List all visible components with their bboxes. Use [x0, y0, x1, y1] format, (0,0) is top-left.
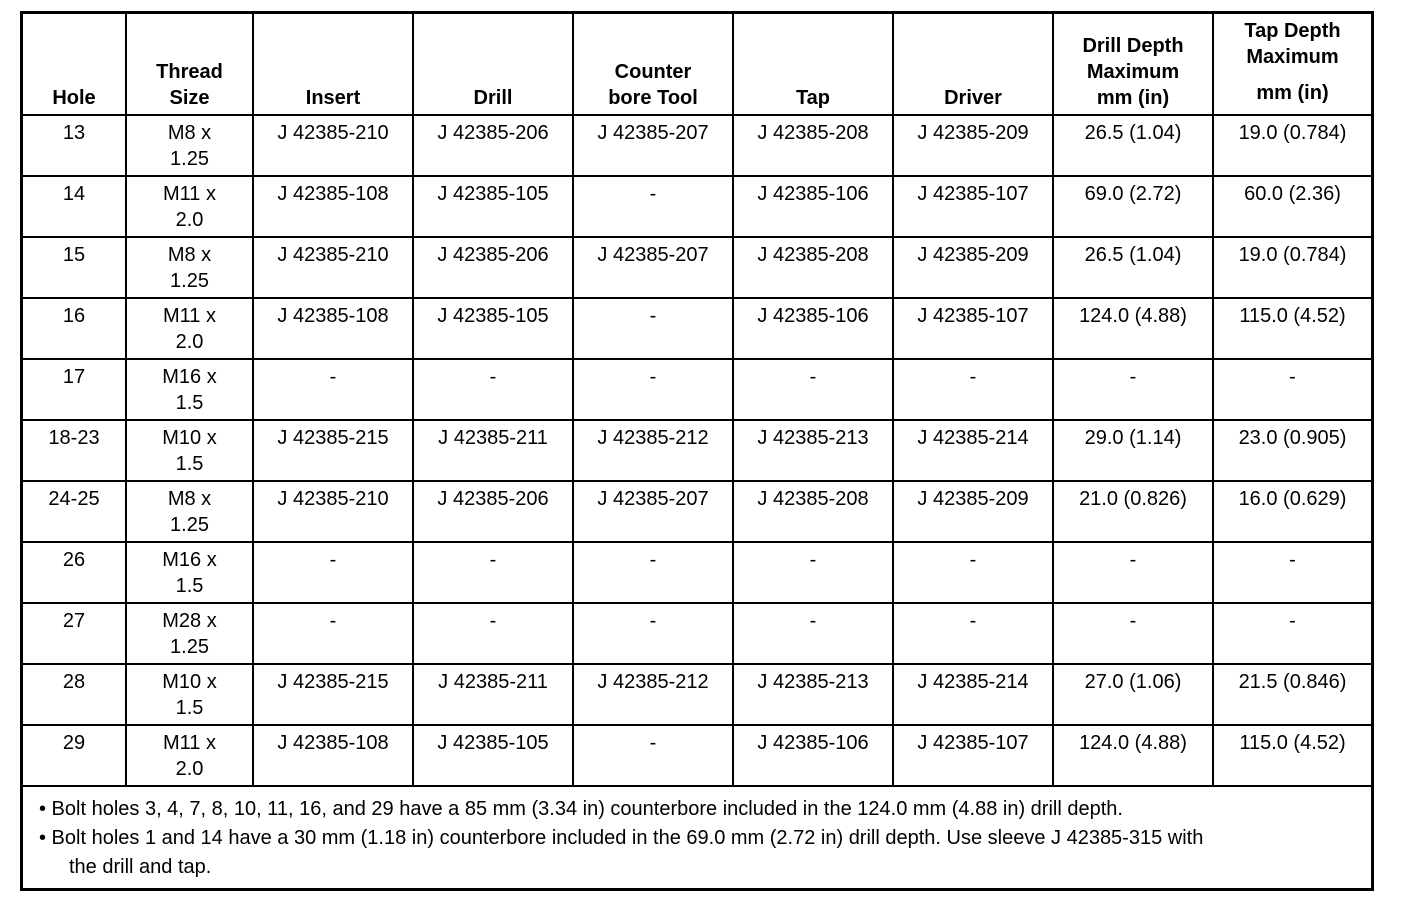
table-body [23, 115, 1371, 786]
cell-drill-depth: 124.0 (4.88) [1053, 725, 1213, 786]
cell-counterbore-tool: J 42385-207 [573, 481, 733, 542]
cell-insert: J 42385-215 [253, 420, 413, 481]
cell-drill: J 42385-105 [413, 298, 573, 359]
cell-tap-depth: 60.0 (2.36) [1213, 176, 1371, 237]
cell-hole: 29 [23, 725, 126, 786]
cell-drill-depth: 27.0 (1.06) [1053, 664, 1213, 725]
cell-driver: J 42385-214 [893, 420, 1053, 481]
cell-driver: J 42385-107 [893, 176, 1053, 237]
cell-hole: 26 [23, 542, 126, 603]
cell-tap: J 42385-208 [733, 115, 893, 176]
cell-insert: J 42385-108 [253, 725, 413, 786]
notes [23, 787, 1371, 888]
cell-counterbore-tool: - [573, 359, 733, 420]
cell-tap-depth: - [1213, 603, 1371, 664]
table-row [23, 115, 1371, 176]
cell-tap: J 42385-208 [733, 481, 893, 542]
cell-tap: - [733, 603, 893, 664]
table-row [23, 359, 1371, 420]
cell-tap-depth: - [1213, 359, 1371, 420]
cell-counterbore-tool: J 42385-207 [573, 237, 733, 298]
cell-drill-depth: - [1053, 603, 1213, 664]
cell-drill: - [413, 603, 573, 664]
cell-thread-size: M10 x 1.5 [126, 664, 253, 725]
cell-hole: 13 [23, 115, 126, 176]
cell-hole: 17 [23, 359, 126, 420]
cell-hole: 28 [23, 664, 126, 725]
cell-hole: 18-23 [23, 420, 126, 481]
cell-thread-size: M11 x 2.0 [126, 176, 253, 237]
cell-insert: - [253, 603, 413, 664]
header-tap-depth: Tap Depth Maximum mm (in) [1213, 14, 1371, 115]
cell-hole: 24-25 [23, 481, 126, 542]
cell-thread-size: M8 x 1.25 [126, 237, 253, 298]
cell-insert: J 42385-108 [253, 298, 413, 359]
cell-insert: J 42385-210 [253, 115, 413, 176]
cell-insert: J 42385-108 [253, 176, 413, 237]
cell-hole: 27 [23, 603, 126, 664]
cell-counterbore-tool: J 42385-212 [573, 664, 733, 725]
cell-tap: - [733, 359, 893, 420]
cell-drill: J 42385-206 [413, 237, 573, 298]
cell-counterbore-tool: - [573, 176, 733, 237]
header-drill-depth: Drill Depth Maximum mm (in) [1053, 14, 1213, 115]
cell-drill-depth: 124.0 (4.88) [1053, 298, 1213, 359]
table-row [23, 725, 1371, 786]
cell-tap-depth: 19.0 (0.784) [1213, 237, 1371, 298]
cell-drill-depth: 26.5 (1.04) [1053, 237, 1213, 298]
cell-thread-size: M8 x 1.25 [126, 115, 253, 176]
cell-counterbore-tool: - [573, 725, 733, 786]
header-tap: Tap [733, 14, 893, 115]
table-row [23, 481, 1371, 542]
cell-thread-size: M10 x 1.5 [126, 420, 253, 481]
cell-tap: J 42385-106 [733, 725, 893, 786]
cell-drill: J 42385-211 [413, 420, 573, 481]
cell-drill: - [413, 359, 573, 420]
cell-drill-depth: - [1053, 359, 1213, 420]
cell-tap: J 42385-213 [733, 420, 893, 481]
header-counterbore-tool: Counter bore Tool [573, 14, 733, 115]
cell-counterbore-tool: - [573, 298, 733, 359]
cell-tap-depth: 16.0 (0.629) [1213, 481, 1371, 542]
cell-insert: - [253, 359, 413, 420]
cell-counterbore-tool: J 42385-207 [573, 115, 733, 176]
cell-tap-depth: 115.0 (4.52) [1213, 298, 1371, 359]
header-hole: Hole [23, 14, 126, 115]
cell-driver: J 42385-209 [893, 115, 1053, 176]
cell-driver: J 42385-209 [893, 481, 1053, 542]
cell-hole: 16 [23, 298, 126, 359]
cell-tap-depth: - [1213, 542, 1371, 603]
note-counterbore-69-continued: the drill and tap. [69, 856, 212, 878]
cell-driver: J 42385-107 [893, 725, 1053, 786]
cell-hole: 14 [23, 176, 126, 237]
note-counterbore-124: • Bolt holes 3, 4, 7, 8, 10, 11, 16, and 29 have a 85 mm (3.34 in) counterbore included in the 124.0 mm (4.88 in) drill depth. [39, 798, 1123, 820]
cell-drill-depth: - [1053, 542, 1213, 603]
cell-drill: J 42385-105 [413, 725, 573, 786]
cell-drill: J 42385-206 [413, 481, 573, 542]
cell-tap: J 42385-208 [733, 237, 893, 298]
header-driver: Driver [893, 14, 1053, 115]
cell-tap: J 42385-106 [733, 298, 893, 359]
table-row [23, 176, 1371, 237]
tool-table-sheet [20, 11, 1374, 891]
table-row [23, 542, 1371, 603]
header-drill: Drill [413, 14, 573, 115]
tool-table [23, 14, 1371, 787]
cell-drill-depth: 29.0 (1.14) [1053, 420, 1213, 481]
cell-thread-size: M11 x 2.0 [126, 298, 253, 359]
table-row [23, 237, 1371, 298]
cell-hole: 15 [23, 237, 126, 298]
cell-drill-depth: 21.0 (0.826) [1053, 481, 1213, 542]
cell-tap-depth: 115.0 (4.52) [1213, 725, 1371, 786]
cell-counterbore-tool: J 42385-212 [573, 420, 733, 481]
cell-insert: J 42385-215 [253, 664, 413, 725]
cell-tap-depth: 19.0 (0.784) [1213, 115, 1371, 176]
cell-insert: J 42385-210 [253, 237, 413, 298]
note-counterbore-69: • Bolt holes 1 and 14 have a 30 mm (1.18 in) counterbore included in the 69.0 mm (2.72 in) drill depth. Use sleeve J 42385-315 with [39, 827, 1204, 849]
cell-drill: J 42385-211 [413, 664, 573, 725]
header-thread-size: Thread Size [126, 14, 253, 115]
cell-tap: J 42385-213 [733, 664, 893, 725]
cell-drill-depth: 26.5 (1.04) [1053, 115, 1213, 176]
header-insert: Insert [253, 14, 413, 115]
cell-tap: - [733, 542, 893, 603]
cell-drill: J 42385-105 [413, 176, 573, 237]
cell-thread-size: M16 x 1.5 [126, 542, 253, 603]
table-row [23, 603, 1371, 664]
cell-driver: J 42385-209 [893, 237, 1053, 298]
header-row [23, 14, 1371, 115]
table-row [23, 298, 1371, 359]
table-row [23, 664, 1371, 725]
cell-thread-size: M28 x 1.25 [126, 603, 253, 664]
cell-insert: - [253, 542, 413, 603]
cell-counterbore-tool: - [573, 603, 733, 664]
cell-thread-size: M11 x 2.0 [126, 725, 253, 786]
cell-driver: - [893, 359, 1053, 420]
cell-drill: - [413, 542, 573, 603]
cell-drill-depth: 69.0 (2.72) [1053, 176, 1213, 237]
cell-driver: - [893, 603, 1053, 664]
cell-insert: J 42385-210 [253, 481, 413, 542]
table-row [23, 420, 1371, 481]
cell-tap-depth: 21.5 (0.846) [1213, 664, 1371, 725]
cell-tap-depth: 23.0 (0.905) [1213, 420, 1371, 481]
cell-counterbore-tool: - [573, 542, 733, 603]
cell-thread-size: M16 x 1.5 [126, 359, 253, 420]
cell-driver: J 42385-214 [893, 664, 1053, 725]
cell-driver: J 42385-107 [893, 298, 1053, 359]
cell-thread-size: M8 x 1.25 [126, 481, 253, 542]
cell-drill: J 42385-206 [413, 115, 573, 176]
cell-tap: J 42385-106 [733, 176, 893, 237]
cell-driver: - [893, 542, 1053, 603]
